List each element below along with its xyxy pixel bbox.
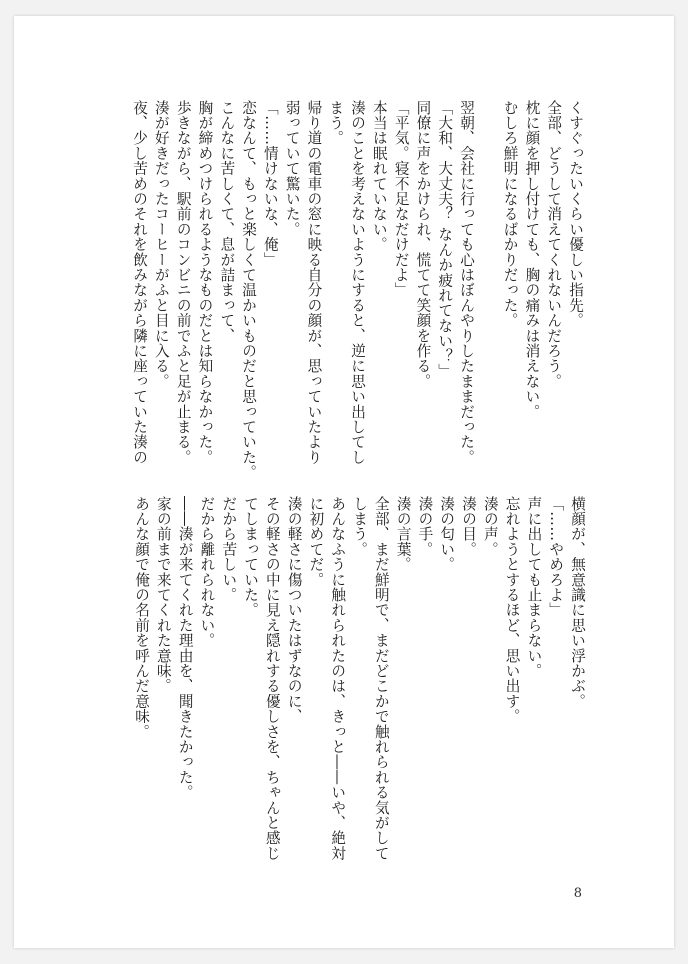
- text-line: に初めてだ。: [307, 496, 325, 588]
- text-line: 湊の目。: [460, 496, 478, 557]
- text-line: 横顔が、無意識に思い浮かぶ。: [569, 496, 586, 709]
- text-line: あんなふうに触れられたのは、きっと――いや、絶対: [329, 496, 347, 861]
- text-line: 忘れようとするほど、思い出す。: [503, 496, 521, 724]
- text-line: あんな顔で俺の名前を呼んだ意味。: [133, 496, 151, 740]
- text-line: だから離れられない。: [198, 496, 216, 648]
- text-line: 湊の言葉。: [394, 496, 412, 572]
- text-line: 「平気。寝不足なだけだよ」: [392, 100, 410, 298]
- text-line: むしろ鮮明になるばかりだった。: [501, 100, 519, 328]
- text-line: ――湊が来てくれた理由を、聞きたかった。: [176, 496, 194, 800]
- text-line: 全部、まだ鮮明で、まだどこかで触れられる気がして: [372, 496, 390, 861]
- text-line: 同僚に声をかけられ、慌てて笑顔を作る。: [414, 100, 432, 389]
- text-line: 湊の匂い。: [438, 496, 456, 572]
- text-line: 枕に顔を押し付けても、胸の痛みは消えない。: [523, 100, 541, 420]
- top-text-block: [128, 100, 586, 480]
- text-line: 湊の軽さに傷ついたはずなのに、: [285, 496, 303, 724]
- bottom-text-block: [130, 496, 588, 861]
- text-line: 湊の声。: [481, 496, 499, 557]
- text-line: その軽さの中に見え隠れする優しさを、ちゃんと感じ: [263, 496, 281, 861]
- text-line: 恋なんて、もっと楽しくて温かいものだと思っていた。: [240, 100, 258, 480]
- text-line: くすぐったいくらい優しい指先。: [567, 100, 584, 328]
- text-line: 夜、少し苦めのそれを飲みながら隣に座っていた湊の: [131, 100, 149, 465]
- text-line: 胸が締めつけられるようなものだとは知らなかった。: [196, 100, 214, 465]
- text-line: 歩きながら、駅前のコンビニの前でふと足が止まる。: [174, 100, 192, 465]
- text-line: 声に出しても止まらない。: [525, 496, 543, 679]
- text-line: 「……やめろよ」: [547, 496, 565, 618]
- text-line: 翌朝、会社に行っても心はぼんやりしたままだった。: [458, 100, 476, 465]
- text-line: 本当は眠れていない。: [370, 100, 388, 252]
- text-line: 家の前まで来てくれた意味。: [154, 496, 172, 694]
- page-number: 8: [573, 886, 582, 901]
- text-line: 「……情けないな、俺」: [261, 100, 279, 268]
- text-line: 帰り道の電車の窓に映る自分の顔が、思っていたより: [305, 100, 323, 465]
- text-line: 弱っていて驚いた。: [283, 100, 301, 237]
- text-line: 湊が好きだったコーヒーがふと目に入る。: [152, 100, 170, 389]
- text-line: 全部、どうして消えてくれないんだろう。: [545, 100, 563, 389]
- text-line: しまう。: [351, 496, 369, 557]
- text-line: [477, 100, 499, 460]
- text-line: てしまっていた。: [242, 496, 260, 618]
- text-line: 湊の手。: [416, 496, 434, 557]
- text-line: まう。: [327, 100, 345, 146]
- text-line: だから苦しい。: [220, 496, 238, 603]
- book-page: [14, 16, 674, 948]
- text-line: 湊のことを考えないようにすると、逆に思い出してし: [349, 100, 367, 465]
- text-line: 「大和、大丈夫？ なんか疲れてない？」: [436, 100, 454, 379]
- text-line: こんなに苦しくて、息が詰まって、: [218, 100, 236, 344]
